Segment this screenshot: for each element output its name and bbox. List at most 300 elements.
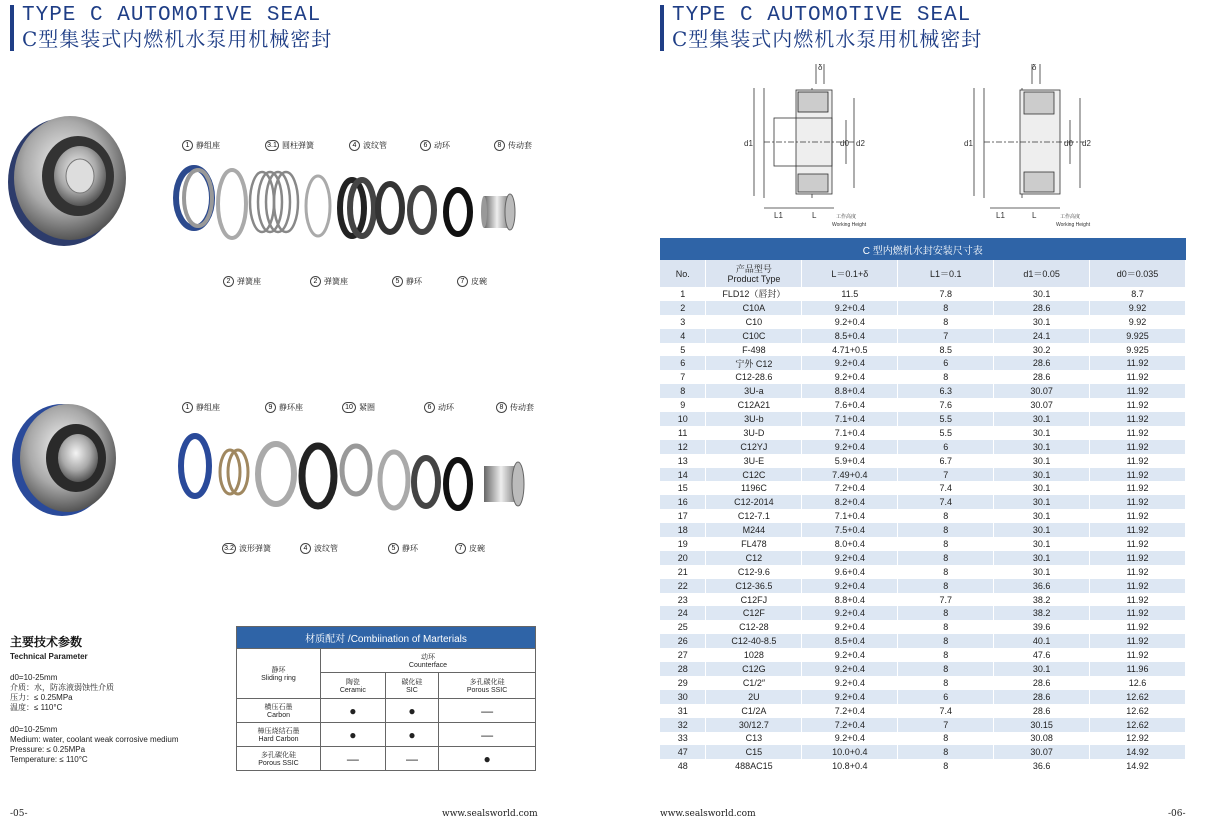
table-cell: 7.8 <box>898 287 994 301</box>
right-page <box>604 0 1208 825</box>
callout-2-2: 9 静环座 <box>265 402 303 413</box>
table-cell: 9.2+0.4 <box>802 315 898 329</box>
table-cell: 9.2+0.4 <box>802 732 898 746</box>
table-cell: M244 <box>706 523 802 537</box>
label-d0: d0 <box>1064 139 1073 148</box>
table-cell: 30.1 <box>994 565 1090 579</box>
table-cell: C1/2″ <box>706 676 802 690</box>
table-cell: 8.5+0.4 <box>802 634 898 648</box>
cell: — <box>439 723 536 747</box>
row-porous-ssic: 多孔碳化硅 Porous SSIC <box>237 747 321 771</box>
table-cell: 30.07 <box>994 384 1090 398</box>
cell: ● <box>321 699 386 723</box>
cell: ● <box>385 723 438 747</box>
table-cell: 9.925 <box>1090 329 1186 343</box>
table-row <box>660 718 1186 732</box>
cell: ● <box>439 747 536 771</box>
table-cell: C12G <box>706 662 802 676</box>
part-wave-spring <box>220 450 248 494</box>
table-cell: 3U-E <box>706 454 802 468</box>
table-cell: 30.1 <box>994 551 1090 565</box>
part-stationary-ring <box>378 184 402 232</box>
table-cell: 7.2+0.4 <box>802 481 898 495</box>
table-cell: 36.6 <box>994 759 1090 773</box>
table-cell: 9.2+0.4 <box>802 440 898 454</box>
tech-cn-line: 介质：水，防冻液弱蚀性介质 <box>10 683 114 692</box>
table-row <box>660 440 1186 454</box>
table-cell: C12 <box>706 551 802 565</box>
table-row <box>660 537 1186 551</box>
website-link-left[interactable]: www.sealsworld.com <box>442 809 538 819</box>
table-cell: C12-7.1 <box>706 509 802 523</box>
page-number-left: -05- <box>10 809 28 819</box>
table-cell: 28.6 <box>994 301 1090 315</box>
part-bellows-2 <box>302 446 334 506</box>
table-cell: C12-2014 <box>706 495 802 509</box>
table-row <box>660 732 1186 746</box>
table-row <box>660 745 1186 759</box>
table-cell: 30.1 <box>994 426 1090 440</box>
table-cell: 3 <box>660 315 706 329</box>
table-cell: 11.92 <box>1090 634 1186 648</box>
table-cell: 24 <box>660 606 706 620</box>
label-L: L <box>812 211 817 220</box>
table-cell: 28 <box>660 662 706 676</box>
tech-en-line: Pressure: ≤ 0.25MPa <box>10 745 86 754</box>
label-d2: d2 <box>856 139 865 148</box>
website-link-right[interactable]: www.sealsworld.com <box>660 809 756 819</box>
tech-cn-line: d0=10-25mm <box>10 673 58 682</box>
label-d2: d2 <box>1082 139 1091 148</box>
table-cell: 39.6 <box>994 620 1090 634</box>
callout-1-2: 3.1 圆柱弹簧 <box>265 140 314 151</box>
table-cell: C13 <box>706 732 802 746</box>
col-L1: L1＝0.1 <box>898 260 994 287</box>
title-cn: C型集装式内燃机水泵用机械密封 <box>22 27 333 51</box>
table-cell: 30.1 <box>994 495 1090 509</box>
table-cell: 25 <box>660 620 706 634</box>
table-cell: 11.92 <box>1090 454 1186 468</box>
table-cell: 5.5 <box>898 426 994 440</box>
table-row <box>660 287 1186 301</box>
part-rotating-ring <box>410 188 434 232</box>
table-cell: 9.2+0.4 <box>802 579 898 593</box>
page-header <box>10 5 332 51</box>
cell: — <box>385 747 438 771</box>
table-cell: 7 <box>898 468 994 482</box>
callout-2-3: 10 紧圈 <box>342 402 375 413</box>
table-cell: 11.92 <box>1090 412 1186 426</box>
title-cn: C型集装式内燃机水泵用机械密封 <box>672 27 983 51</box>
table-cell: 38.2 <box>994 593 1090 607</box>
label-d1: d1 <box>744 139 753 148</box>
label-working-height-cn: 工作高度 <box>1060 214 1081 220</box>
table-cell: 8 <box>898 509 994 523</box>
tech-en-line: d0=10-25mm <box>10 725 58 734</box>
table-cell: 9.2+0.4 <box>802 690 898 704</box>
table-row <box>660 523 1186 537</box>
table-row <box>660 398 1186 412</box>
table-cell: 7 <box>660 370 706 384</box>
table-cell: FLD12（唇封） <box>706 287 802 301</box>
table-cell: 40.1 <box>994 634 1090 648</box>
table-cell: 5.5 <box>898 412 994 426</box>
table-cell: 28.6 <box>994 676 1090 690</box>
col-sic: 碳化硅 SIC <box>385 673 438 699</box>
table-cell: 30.1 <box>994 523 1090 537</box>
table-cell: 11.92 <box>1090 565 1186 579</box>
table-cell: 12.62 <box>1090 690 1186 704</box>
table-cell: 8 <box>898 315 994 329</box>
table-cell: 11.92 <box>1090 468 1186 482</box>
tech-cn-line: 压力：≤ 0.25MPa <box>10 693 73 702</box>
table-cell: 31 <box>660 704 706 718</box>
table-cell: 9.92 <box>1090 315 1186 329</box>
col-ceramic: 陶瓷 Ceramic <box>321 673 386 699</box>
table-cell: 11.92 <box>1090 606 1186 620</box>
callout-2-6: 3.2 波形弹簧 <box>222 543 271 554</box>
table-row <box>660 662 1186 676</box>
callout-2-1: 1 静组座 <box>182 402 220 413</box>
table-row <box>660 384 1186 398</box>
table-cell: 10.0+0.4 <box>802 745 898 759</box>
table-row <box>660 634 1186 648</box>
table-cell: 7.1+0.4 <box>802 426 898 440</box>
table-cell: 47 <box>660 745 706 759</box>
callout-2-9: 7 皮碗 <box>455 543 485 554</box>
label-working-height-cn: 工作高度 <box>836 214 857 220</box>
table-row <box>660 704 1186 718</box>
table-cell: 22 <box>660 579 706 593</box>
table-cell: C12C <box>706 468 802 482</box>
table-cell: 33 <box>660 732 706 746</box>
table-cell: 30.15 <box>994 718 1090 732</box>
table-cell: 7.4 <box>898 495 994 509</box>
table-cell: 24.1 <box>994 329 1090 343</box>
table-cell: 8.2+0.4 <box>802 495 898 509</box>
table-cell: 10.8+0.4 <box>802 759 898 773</box>
table-cell: 30/12.7 <box>706 718 802 732</box>
table-cell: 8 <box>898 301 994 315</box>
table-row <box>660 370 1186 384</box>
table-cell: 9.2+0.4 <box>802 301 898 315</box>
table-cell: 9.2+0.4 <box>802 662 898 676</box>
table-cell: 8 <box>898 606 994 620</box>
table-cell: 20 <box>660 551 706 565</box>
counterface-header: 动环 Counterface <box>321 649 536 673</box>
table-cell: 9.2+0.4 <box>802 356 898 370</box>
materials-table <box>236 626 536 771</box>
table-cell: C1/2A <box>706 704 802 718</box>
table-row <box>660 495 1186 509</box>
table-cell: C12-40-8.5 <box>706 634 802 648</box>
label-d1: d1 <box>964 139 973 148</box>
table-cell: 8 <box>898 648 994 662</box>
table-cell: 11.92 <box>1090 440 1186 454</box>
table-cell: 11.92 <box>1090 509 1186 523</box>
part-rubber-cup <box>446 190 470 234</box>
assembled-seal-2 <box>12 404 116 516</box>
table-cell: 16 <box>660 495 706 509</box>
table-cell: 8 <box>898 634 994 648</box>
table-cell: 8.0+0.4 <box>802 537 898 551</box>
tech-en-line: Temperature: ≤ 110°C <box>10 755 88 764</box>
table-cell: 7.1+0.4 <box>802 509 898 523</box>
table-cell: C12F <box>706 606 802 620</box>
table-cell: 6.3 <box>898 384 994 398</box>
table-cell: 9.2+0.4 <box>802 606 898 620</box>
table-cell: 8 <box>898 759 994 773</box>
table-cell: 12.6 <box>1090 676 1186 690</box>
callout-1-3: 4 波纹管 <box>349 140 387 151</box>
table-row <box>660 301 1186 315</box>
table-cell: 11.92 <box>1090 356 1186 370</box>
table-cell: 30.1 <box>994 412 1090 426</box>
tech-en-line: Medium: water, coolant weak corrosive medium <box>10 735 179 744</box>
table-cell: 11.5 <box>802 287 898 301</box>
table-cell: 4 <box>660 329 706 343</box>
table-row <box>660 315 1186 329</box>
table-cell: 1196C <box>706 481 802 495</box>
table-cell: 11.92 <box>1090 495 1186 509</box>
table-cell: 11.92 <box>1090 398 1186 412</box>
table-cell: 28.6 <box>994 370 1090 384</box>
table-cell: C12YJ <box>706 440 802 454</box>
cell: ● <box>385 699 438 723</box>
table-cell: 30.1 <box>994 662 1090 676</box>
table-cell: 11.92 <box>1090 426 1186 440</box>
table-cell: C10C <box>706 329 802 343</box>
table-cell: 11.92 <box>1090 523 1186 537</box>
callout-2-8: 5 静环 <box>388 543 418 554</box>
table-cell: 4.71+0.5 <box>802 343 898 357</box>
tech-title-en: Technical Parameter <box>10 652 88 661</box>
table-row <box>660 454 1186 468</box>
label-L: L <box>1032 211 1037 220</box>
table-row <box>660 606 1186 620</box>
table-cell: 30.1 <box>994 468 1090 482</box>
tech-cn-line: 温度：≤ 110°C <box>10 703 63 712</box>
table-cell: 30.07 <box>994 745 1090 759</box>
callout-2-4: 6 动环 <box>424 402 454 413</box>
table-cell: 11.92 <box>1090 593 1186 607</box>
part-spring-seat-2 <box>306 176 330 236</box>
table-cell: 7.4 <box>898 704 994 718</box>
col-product-type: 产品型号 Product Type <box>706 260 802 287</box>
assembly-2-exploded-view <box>0 400 604 550</box>
table-cell: 8 <box>898 579 994 593</box>
callout-1-9: 7 皮碗 <box>457 276 487 287</box>
table-cell: 14.92 <box>1090 745 1186 759</box>
title-en: TYPE C AUTOMOTIVE SEAL <box>22 4 322 27</box>
table-cell: 30.2 <box>994 343 1090 357</box>
table-cell: 15 <box>660 481 706 495</box>
table-cell: 27 <box>660 648 706 662</box>
table-cell: 19 <box>660 537 706 551</box>
table-row <box>660 620 1186 634</box>
callout-1-5: 8 传动套 <box>494 140 532 151</box>
table-cell: 5.9+0.4 <box>802 454 898 468</box>
row-hard-carbon: 樟压烧结石墨 Hard Carbon <box>237 723 321 747</box>
table-cell: 6.7 <box>898 454 994 468</box>
table-cell: 11.96 <box>1090 662 1186 676</box>
table-cell: 7.4 <box>898 481 994 495</box>
table-cell: 30.1 <box>994 440 1090 454</box>
part-stationary-ring-2 <box>380 452 408 508</box>
table-cell: 11.92 <box>1090 620 1186 634</box>
table-cell: 9.92 <box>1090 301 1186 315</box>
technical-drawing-1 <box>704 58 867 234</box>
table-row <box>660 412 1186 426</box>
table-row <box>660 565 1186 579</box>
technical-parameter <box>10 633 230 765</box>
materials-title: 材质配对 /Combiination of Marterials <box>237 627 536 649</box>
label-working-height-en: Working Height <box>832 222 867 228</box>
table-cell: C12-9.6 <box>706 565 802 579</box>
table-row <box>660 676 1186 690</box>
table-cell: F-498 <box>706 343 802 357</box>
table-cell: 30.07 <box>994 398 1090 412</box>
table-cell: 488AC15 <box>706 759 802 773</box>
col-d1: d1＝0.05 <box>994 260 1090 287</box>
table-row <box>660 690 1186 704</box>
part-rotating-ring-2 <box>414 458 438 506</box>
technical-drawing-2 <box>924 58 1094 234</box>
table-cell: FL478 <box>706 537 802 551</box>
table-cell: 28.6 <box>994 690 1090 704</box>
col-porous-ssic: 多孔碳化硅 Porous SSIC <box>439 673 536 699</box>
table-cell: 1 <box>660 287 706 301</box>
table-cell: 30 <box>660 690 706 704</box>
assembled-seal-1 <box>8 116 126 246</box>
table-cell: 30.1 <box>994 509 1090 523</box>
table-cell: C15 <box>706 745 802 759</box>
cell: — <box>321 747 386 771</box>
table-cell: 3U-b <box>706 412 802 426</box>
table-cell: 8 <box>660 384 706 398</box>
part-bellows <box>340 180 374 236</box>
table-cell: 9 <box>660 398 706 412</box>
table-cell: 36.6 <box>994 579 1090 593</box>
table-cell: 12.62 <box>1090 718 1186 732</box>
part-rubber-cup-2 <box>446 460 470 508</box>
table-cell: 3U-a <box>706 384 802 398</box>
part-stationary-ring-seat <box>258 444 294 504</box>
callout-2-7: 4 波纹管 <box>300 543 338 554</box>
table-cell: C12A21 <box>706 398 802 412</box>
table-cell: 9.925 <box>1090 343 1186 357</box>
table-body <box>660 287 1186 773</box>
table-cell: 48 <box>660 759 706 773</box>
table-cell: 7.6+0.4 <box>802 398 898 412</box>
table-cell: 8.5 <box>898 343 994 357</box>
table-caption: C 型内燃机水封安装尺寸表 <box>660 238 1186 260</box>
part-stationary-housing <box>176 168 212 228</box>
table-cell: 1028 <box>706 648 802 662</box>
table-cell: 8 <box>898 745 994 759</box>
table-cell: 7.2+0.4 <box>802 718 898 732</box>
table-cell: 21 <box>660 565 706 579</box>
table-row <box>660 426 1186 440</box>
table-row <box>660 648 1186 662</box>
table-cell: 8 <box>898 732 994 746</box>
table-cell: 7.1+0.4 <box>802 412 898 426</box>
table-row <box>660 759 1186 773</box>
callout-2-5: 8 传动套 <box>496 402 534 413</box>
table-cell: 23 <box>660 593 706 607</box>
table-row <box>660 343 1186 357</box>
table-row <box>660 593 1186 607</box>
part-stationary-housing-2 <box>181 436 209 496</box>
table-cell: 7.5+0.4 <box>802 523 898 537</box>
table-cell: 11.92 <box>1090 481 1186 495</box>
table-cell: 30.08 <box>994 732 1090 746</box>
table-cell: 17 <box>660 509 706 523</box>
table-cell: 7.49+0.4 <box>802 468 898 482</box>
table-cell: 7 <box>898 329 994 343</box>
table-cell: 47.6 <box>994 648 1090 662</box>
table-cell: 11.92 <box>1090 384 1186 398</box>
table-cell: 11.92 <box>1090 551 1186 565</box>
table-cell: 30.1 <box>994 454 1090 468</box>
part-drive-sleeve-2 <box>484 462 524 506</box>
table-cell: 8.7 <box>1090 287 1186 301</box>
table-cell: 30.1 <box>994 315 1090 329</box>
label-d0: d0 <box>840 139 849 148</box>
title-en: TYPE C AUTOMOTIVE SEAL <box>672 4 972 27</box>
part-clamp-ring <box>342 446 370 494</box>
table-cell: 14.92 <box>1090 759 1186 773</box>
label-L1: L1 <box>996 211 1005 220</box>
table-cell: 9.2+0.4 <box>802 370 898 384</box>
page-header <box>660 5 982 51</box>
table-cell: 26 <box>660 634 706 648</box>
dimension-table <box>660 238 1186 773</box>
table-cell: 11.92 <box>1090 537 1186 551</box>
table-cell: C12-28 <box>706 620 802 634</box>
table-cell: 8.8+0.4 <box>802 384 898 398</box>
table-cell: 6 <box>898 690 994 704</box>
label-delta: δ <box>1032 63 1037 72</box>
table-cell: 9.2+0.4 <box>802 648 898 662</box>
table-cell: 9.2+0.4 <box>802 676 898 690</box>
table-cell: 8 <box>898 551 994 565</box>
table-cell: 12.62 <box>1090 704 1186 718</box>
table-cell: 9.6+0.4 <box>802 565 898 579</box>
table-cell: 8 <box>898 620 994 634</box>
callout-1-7: 2 弹簧座 <box>310 276 348 287</box>
table-cell: 5 <box>660 343 706 357</box>
tech-title-cn: 主要技术参数 <box>10 635 83 649</box>
cell: — <box>439 699 536 723</box>
table-cell: 11.92 <box>1090 648 1186 662</box>
table-cell: 9.2+0.4 <box>802 620 898 634</box>
row-carbon: 横压石墨 Carbon <box>237 699 321 723</box>
table-cell: 8.8+0.4 <box>802 593 898 607</box>
table-cell: 8 <box>898 537 994 551</box>
callout-1-1: 1 静组座 <box>182 140 220 151</box>
table-row <box>660 481 1186 495</box>
table-cell: 8 <box>898 523 994 537</box>
table-cell: C12FJ <box>706 593 802 607</box>
table-row <box>660 579 1186 593</box>
table-cell: 7.2+0.4 <box>802 704 898 718</box>
table-cell: 7 <box>898 718 994 732</box>
table-cell: 11.92 <box>1090 579 1186 593</box>
table-cell: 6 <box>660 356 706 370</box>
table-cell: 2U <box>706 690 802 704</box>
table-cell: 11 <box>660 426 706 440</box>
